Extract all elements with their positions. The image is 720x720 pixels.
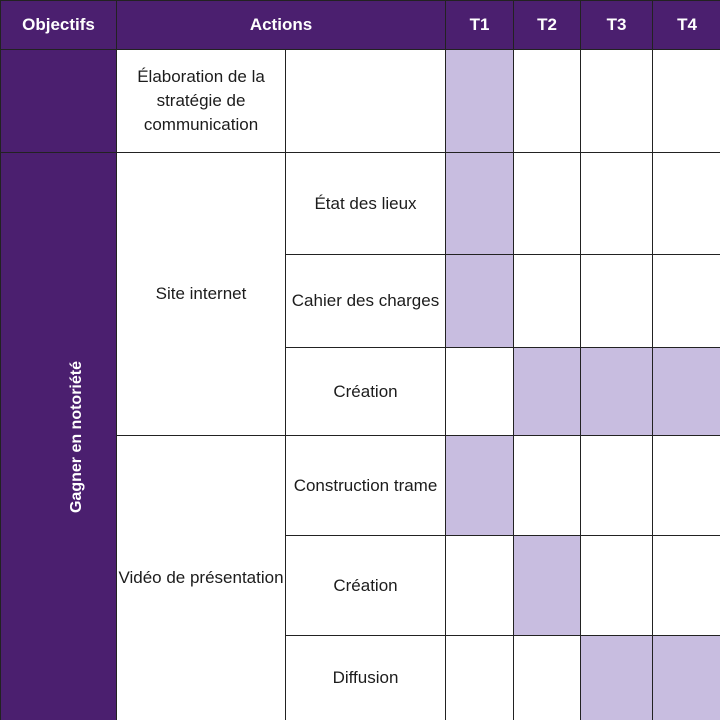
quarter-cell <box>446 255 514 348</box>
action-strategie: Élaboration de la stratégie de communication <box>117 50 286 153</box>
quarter-cell <box>653 255 720 348</box>
quarter-cell <box>446 348 514 436</box>
quarter-cell <box>581 636 653 720</box>
quarter-cell <box>581 153 653 255</box>
quarter-cell <box>514 50 581 153</box>
header-t3: T3 <box>581 1 653 50</box>
quarter-cell <box>446 636 514 720</box>
table-row <box>1 50 720 153</box>
sub-action-cahier-des-charges: Cahier des charges <box>286 255 446 348</box>
header-t4: T4 <box>653 1 720 50</box>
header-t2: T2 <box>514 1 581 50</box>
header-actions: Actions <box>117 1 446 50</box>
sub-action-creation-video: Création <box>286 536 446 636</box>
quarter-cell <box>581 50 653 153</box>
quarter-cell <box>581 536 653 636</box>
quarter-cell <box>514 255 581 348</box>
quarter-cell <box>581 436 653 536</box>
quarter-cell <box>514 536 581 636</box>
quarter-cell <box>446 436 514 536</box>
quarter-cell <box>653 153 720 255</box>
action-site-internet: Site internet <box>117 153 286 436</box>
quarter-cell <box>653 50 720 153</box>
quarter-cell <box>653 636 720 720</box>
quarter-cell <box>581 348 653 436</box>
quarter-cell <box>653 436 720 536</box>
sub-action-empty <box>286 50 446 153</box>
sub-action-construction-trame: Construction trame <box>286 436 446 536</box>
quarter-cell <box>653 536 720 636</box>
objective-cell <box>1 153 117 720</box>
header-t1: T1 <box>446 1 514 50</box>
sub-action-creation-site: Création <box>286 348 446 436</box>
quarter-cell <box>514 153 581 255</box>
quarter-cell <box>514 636 581 720</box>
action-video-presentation: Vidéo de présentation <box>117 436 286 720</box>
quarter-cell <box>514 436 581 536</box>
table-row <box>1 153 720 255</box>
quarter-cell <box>653 348 720 436</box>
header-objectifs: Objectifs <box>1 1 117 50</box>
sub-action-etat-des-lieux: État des lieux <box>286 153 446 255</box>
header-row <box>1 1 720 50</box>
quarter-cell <box>446 153 514 255</box>
quarter-cell <box>446 536 514 636</box>
quarter-cell <box>446 50 514 153</box>
quarter-cell <box>514 348 581 436</box>
objective-cell-empty <box>1 50 117 153</box>
objective-label: Gagner en notoriété <box>68 360 86 514</box>
sub-action-diffusion: Diffusion <box>286 636 446 720</box>
quarter-cell <box>581 255 653 348</box>
